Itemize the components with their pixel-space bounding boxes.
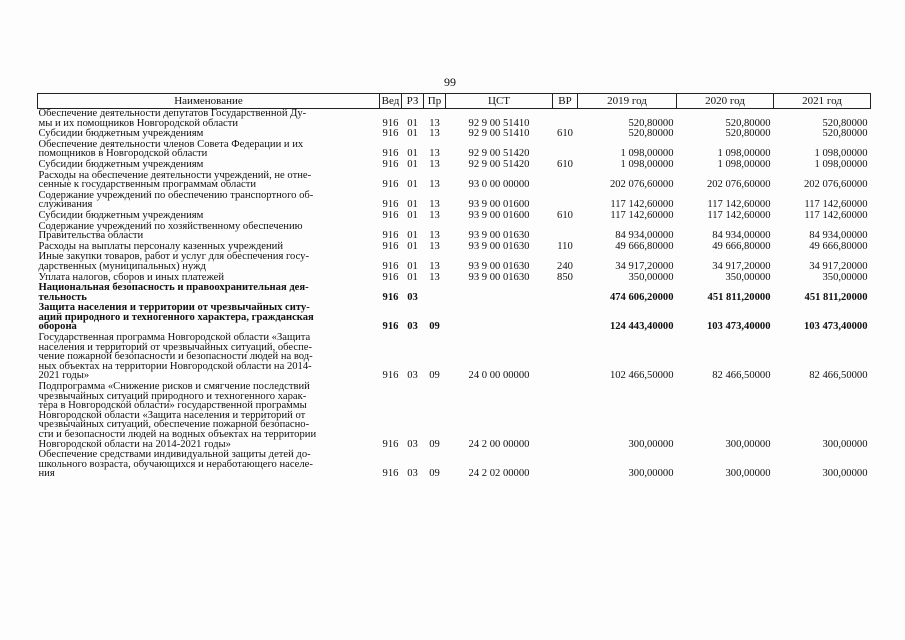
row-name: Субсидии бюджетным учреждениям bbox=[38, 128, 204, 140]
row-amount-2020: 117 142,60000 bbox=[707, 209, 771, 221]
row-name: Субсидии бюджетным учреждениям bbox=[38, 209, 204, 221]
row-cst: 93 9 00 01600 bbox=[468, 209, 530, 221]
row-amount-2020: 117 142,60000 bbox=[707, 199, 771, 211]
table-body bbox=[38, 109, 871, 480]
row-cst: 24 2 00 00000 bbox=[468, 438, 530, 450]
row-rz: 01 bbox=[407, 260, 418, 272]
row-ved: 916 bbox=[382, 260, 399, 272]
header-rz: РЗ bbox=[402, 94, 424, 109]
row-vr bbox=[553, 109, 578, 130]
row-pr: 13 bbox=[429, 271, 440, 283]
row-amount-2020: 82 466,50000 bbox=[712, 370, 771, 382]
row-amount-2019: 1 098,00000 bbox=[620, 148, 674, 160]
header-cst: ЦСТ bbox=[446, 94, 553, 109]
table-row bbox=[38, 252, 871, 272]
row-amount-2021: 84 934,00000 bbox=[809, 230, 868, 242]
row-ved: 916 bbox=[382, 117, 399, 129]
row-rz: 01 bbox=[407, 179, 418, 191]
row-pr: 09 bbox=[429, 468, 440, 480]
row-amount-2019: 1 098,00000 bbox=[620, 158, 674, 170]
row-amount-2021: 451 811,20000 bbox=[804, 291, 868, 303]
row-vr bbox=[553, 140, 578, 160]
table-row bbox=[38, 140, 871, 160]
header-name: Наименование bbox=[38, 94, 380, 109]
row-amount-2019: 117 142,60000 bbox=[610, 209, 674, 221]
row-cst: 92 9 00 51410 bbox=[468, 117, 530, 129]
row-ved: 916 bbox=[382, 148, 399, 160]
row-amount-2020: 202 076,60000 bbox=[706, 179, 771, 191]
row-vr: 610 bbox=[557, 158, 573, 170]
row-name: Содержание учреждений по обеспечению транспортного об- служивания bbox=[38, 189, 314, 211]
row-cst: 93 9 00 01630 bbox=[468, 230, 530, 242]
row-vr bbox=[553, 222, 578, 242]
row-ved: 916 bbox=[382, 230, 399, 242]
row-name: Национальная безопасность и правоохранительная дея- тельность bbox=[38, 282, 309, 303]
row-rz: 01 bbox=[407, 271, 418, 283]
row-cst bbox=[446, 303, 553, 333]
row-rz: 03 bbox=[407, 468, 418, 480]
row-cst: 92 9 00 51410 bbox=[468, 128, 530, 140]
row-pr: 13 bbox=[429, 148, 440, 160]
row-cst: 93 9 00 01630 bbox=[468, 260, 530, 272]
row-rz: 01 bbox=[407, 209, 418, 221]
row-cst: 92 9 00 51420 bbox=[468, 158, 530, 170]
row-rz: 03 bbox=[407, 321, 418, 333]
row-pr: 13 bbox=[429, 230, 440, 242]
row-amount-2020: 300,00000 bbox=[725, 438, 771, 450]
row-name: Субсидии бюджетным учреждениям bbox=[38, 158, 204, 170]
row-cst: 93 9 00 01630 bbox=[468, 271, 530, 283]
row-pr: 13 bbox=[429, 260, 440, 272]
row-amount-2020: 103 473,40000 bbox=[706, 321, 771, 333]
row-name: Содержание учреждений по хозяйственному обеспечению Правительства области bbox=[38, 220, 303, 242]
row-amount-2021: 300,00000 bbox=[822, 468, 868, 480]
row-amount-2021: 520,80000 bbox=[822, 128, 868, 140]
row-amount-2019: 520,80000 bbox=[628, 128, 674, 140]
row-amount-2019: 520,80000 bbox=[628, 117, 674, 129]
header-2020: 2020 год bbox=[677, 94, 774, 109]
row-amount-2019: 202 076,60000 bbox=[609, 179, 674, 191]
table-row bbox=[38, 303, 871, 333]
header-2019: 2019 год bbox=[578, 94, 677, 109]
row-vr: 110 bbox=[557, 240, 573, 252]
row-amount-2020: 300,00000 bbox=[725, 468, 771, 480]
row-vr bbox=[553, 382, 578, 450]
row-cst: 93 9 00 01600 bbox=[468, 199, 530, 211]
row-amount-2021: 300,00000 bbox=[822, 438, 868, 450]
row-amount-2019: 350,00000 bbox=[628, 271, 674, 283]
table-row bbox=[38, 191, 871, 211]
row-amount-2020: 1 098,00000 bbox=[717, 148, 771, 160]
row-ved: 916 bbox=[382, 291, 399, 303]
row-vr: 610 bbox=[557, 128, 573, 140]
row-cst: 93 9 00 01630 bbox=[468, 240, 530, 252]
row-ved: 916 bbox=[382, 199, 399, 211]
header-ved: Вед bbox=[380, 94, 402, 109]
row-name: Обеспечение деятельности членов Совета Федерации и их помощников в Новгородской области bbox=[38, 138, 304, 160]
row-amount-2020: 451 811,20000 bbox=[707, 291, 771, 303]
row-name: Расходы на обеспечение деятельности учреждений, не отне- сенные к государственным программам области bbox=[38, 169, 312, 191]
row-pr: 13 bbox=[429, 117, 440, 129]
table-row bbox=[38, 333, 871, 382]
row-vr bbox=[553, 171, 578, 191]
row-amount-2019: 300,00000 bbox=[628, 438, 674, 450]
header-vr: ВР bbox=[553, 94, 578, 109]
row-amount-2021: 82 466,50000 bbox=[809, 370, 868, 382]
row-name: Защита населения и территории от чрезвычайных ситу- аций природного и техногенного характера, гражданская оборона bbox=[38, 302, 314, 333]
row-ved: 916 bbox=[382, 240, 399, 252]
row-pr: 13 bbox=[429, 128, 440, 140]
row-amount-2021: 103 473,40000 bbox=[803, 321, 868, 333]
row-name: Расходы на выплаты персоналу казенных учреждений bbox=[38, 240, 283, 252]
row-pr: 13 bbox=[429, 240, 440, 252]
row-pr bbox=[424, 283, 446, 303]
row-amount-2021: 1 098,00000 bbox=[814, 158, 868, 170]
row-amount-2021: 117 142,60000 bbox=[804, 199, 868, 211]
row-amount-2020: 520,80000 bbox=[725, 128, 771, 140]
page-number: 99 bbox=[444, 75, 456, 89]
row-amount-2019: 84 934,00000 bbox=[615, 230, 674, 242]
row-amount-2021: 117 142,60000 bbox=[804, 209, 868, 221]
row-amount-2019: 49 666,80000 bbox=[615, 240, 674, 252]
row-pr: 13 bbox=[429, 209, 440, 221]
row-vr bbox=[553, 191, 578, 211]
row-cst: 24 0 00 00000 bbox=[468, 370, 530, 382]
row-amount-2021: 34 917,20000 bbox=[809, 260, 868, 272]
row-amount-2020: 49 666,80000 bbox=[712, 240, 771, 252]
row-ved: 916 bbox=[382, 321, 399, 333]
row-vr: 240 bbox=[557, 260, 573, 272]
row-ved: 916 bbox=[382, 271, 399, 283]
row-amount-2019: 34 917,20000 bbox=[615, 260, 674, 272]
table-row bbox=[38, 450, 871, 480]
row-amount-2019: 474 606,20000 bbox=[609, 291, 674, 303]
table-row bbox=[38, 171, 871, 191]
table-row bbox=[38, 109, 871, 130]
row-amount-2021: 49 666,80000 bbox=[809, 240, 868, 252]
row-rz: 01 bbox=[407, 148, 418, 160]
row-amount-2020: 350,00000 bbox=[725, 271, 771, 283]
row-vr bbox=[553, 283, 578, 303]
row-amount-2020: 34 917,20000 bbox=[712, 260, 771, 272]
row-cst bbox=[446, 283, 553, 303]
header-2021: 2021 год bbox=[774, 94, 871, 109]
row-ved: 916 bbox=[382, 468, 399, 480]
row-name: Обеспечение деятельности депутатов Государственной Ду- мы и их помощников Новгородской области bbox=[38, 108, 307, 129]
row-rz: 03 bbox=[407, 370, 418, 382]
row-amount-2019: 117 142,60000 bbox=[610, 199, 674, 211]
row-amount-2020: 1 098,00000 bbox=[717, 158, 771, 170]
row-name: Государственная программа Новгородской области «Защита населения и территорий от чрезвычайных ситуаций, обеспе- чение пожарной безопасности и безопасности людей на вод- ных объектах на территории Новгородской области на 2014- 2021 годы» bbox=[38, 332, 313, 382]
row-amount-2020: 84 934,00000 bbox=[712, 230, 771, 242]
row-vr: 610 bbox=[557, 209, 573, 221]
row-pr: 09 bbox=[429, 438, 440, 450]
row-pr: 13 bbox=[429, 158, 440, 170]
row-cst: 92 9 00 51420 bbox=[468, 148, 530, 160]
row-rz: 01 bbox=[407, 240, 418, 252]
row-cst: 24 2 02 00000 bbox=[468, 468, 530, 480]
header-pr: Пр bbox=[424, 94, 446, 109]
row-amount-2021: 1 098,00000 bbox=[814, 148, 868, 160]
row-rz: 03 bbox=[407, 438, 418, 450]
table-row bbox=[38, 160, 871, 171]
row-vr bbox=[553, 333, 578, 382]
row-rz: 01 bbox=[407, 117, 418, 129]
row-name: Обеспечение средствами индивидуальной защиты детей до- школьного возраста, обучающихся и неработающего населе- ния bbox=[38, 449, 313, 480]
budget-table bbox=[37, 93, 871, 480]
row-rz: 03 bbox=[407, 291, 418, 303]
row-amount-2021: 520,80000 bbox=[822, 117, 868, 129]
row-cst: 93 0 00 00000 bbox=[468, 179, 530, 191]
table-header-row bbox=[38, 94, 871, 109]
row-rz: 01 bbox=[407, 230, 418, 242]
row-vr: 850 bbox=[557, 271, 573, 283]
row-vr bbox=[553, 303, 578, 333]
row-amount-2019: 102 466,50000 bbox=[609, 370, 674, 382]
row-amount-2019: 124 443,40000 bbox=[609, 321, 674, 333]
row-amount-2019: 300,00000 bbox=[628, 468, 674, 480]
row-ved: 916 bbox=[382, 179, 399, 191]
row-name: Уплата налогов, сборов и иных платежей bbox=[38, 271, 225, 283]
row-pr: 09 bbox=[429, 321, 440, 333]
row-rz: 01 bbox=[407, 199, 418, 211]
table-row bbox=[38, 222, 871, 242]
row-amount-2020: 520,80000 bbox=[725, 117, 771, 129]
row-ved: 916 bbox=[382, 370, 399, 382]
table-row bbox=[38, 283, 871, 303]
row-vr bbox=[553, 450, 578, 480]
row-pr: 09 bbox=[429, 370, 440, 382]
row-ved: 916 bbox=[382, 438, 399, 450]
row-amount-2021: 350,00000 bbox=[822, 271, 868, 283]
table-row bbox=[38, 382, 871, 450]
row-ved: 916 bbox=[382, 158, 399, 170]
row-amount-2021: 202 076,60000 bbox=[803, 179, 868, 191]
row-ved: 916 bbox=[382, 128, 399, 140]
row-name: Иные закупки товаров, работ и услуг для обеспечения госу- дарственных (муниципальных) нужд bbox=[38, 251, 310, 272]
table-row bbox=[38, 211, 871, 222]
row-name: Подпрограмма «Снижение рисков и смягчение последствий чрезвычайных ситуаций природного и техногенного харак- тера в Новгородской области» государственной программы Новгородской области «Защита населения и территорий от чрезвычайных ситуаций, обеспечение пожарной безопасно- сти и безопасности людей на водных объектах на территории Новгородской области на 2014-2021 годы» bbox=[38, 381, 317, 450]
row-ved: 916 bbox=[382, 209, 399, 221]
row-rz: 01 bbox=[407, 128, 418, 140]
row-pr: 13 bbox=[429, 199, 440, 211]
row-pr: 13 bbox=[429, 179, 440, 191]
row-rz: 01 bbox=[407, 158, 418, 170]
